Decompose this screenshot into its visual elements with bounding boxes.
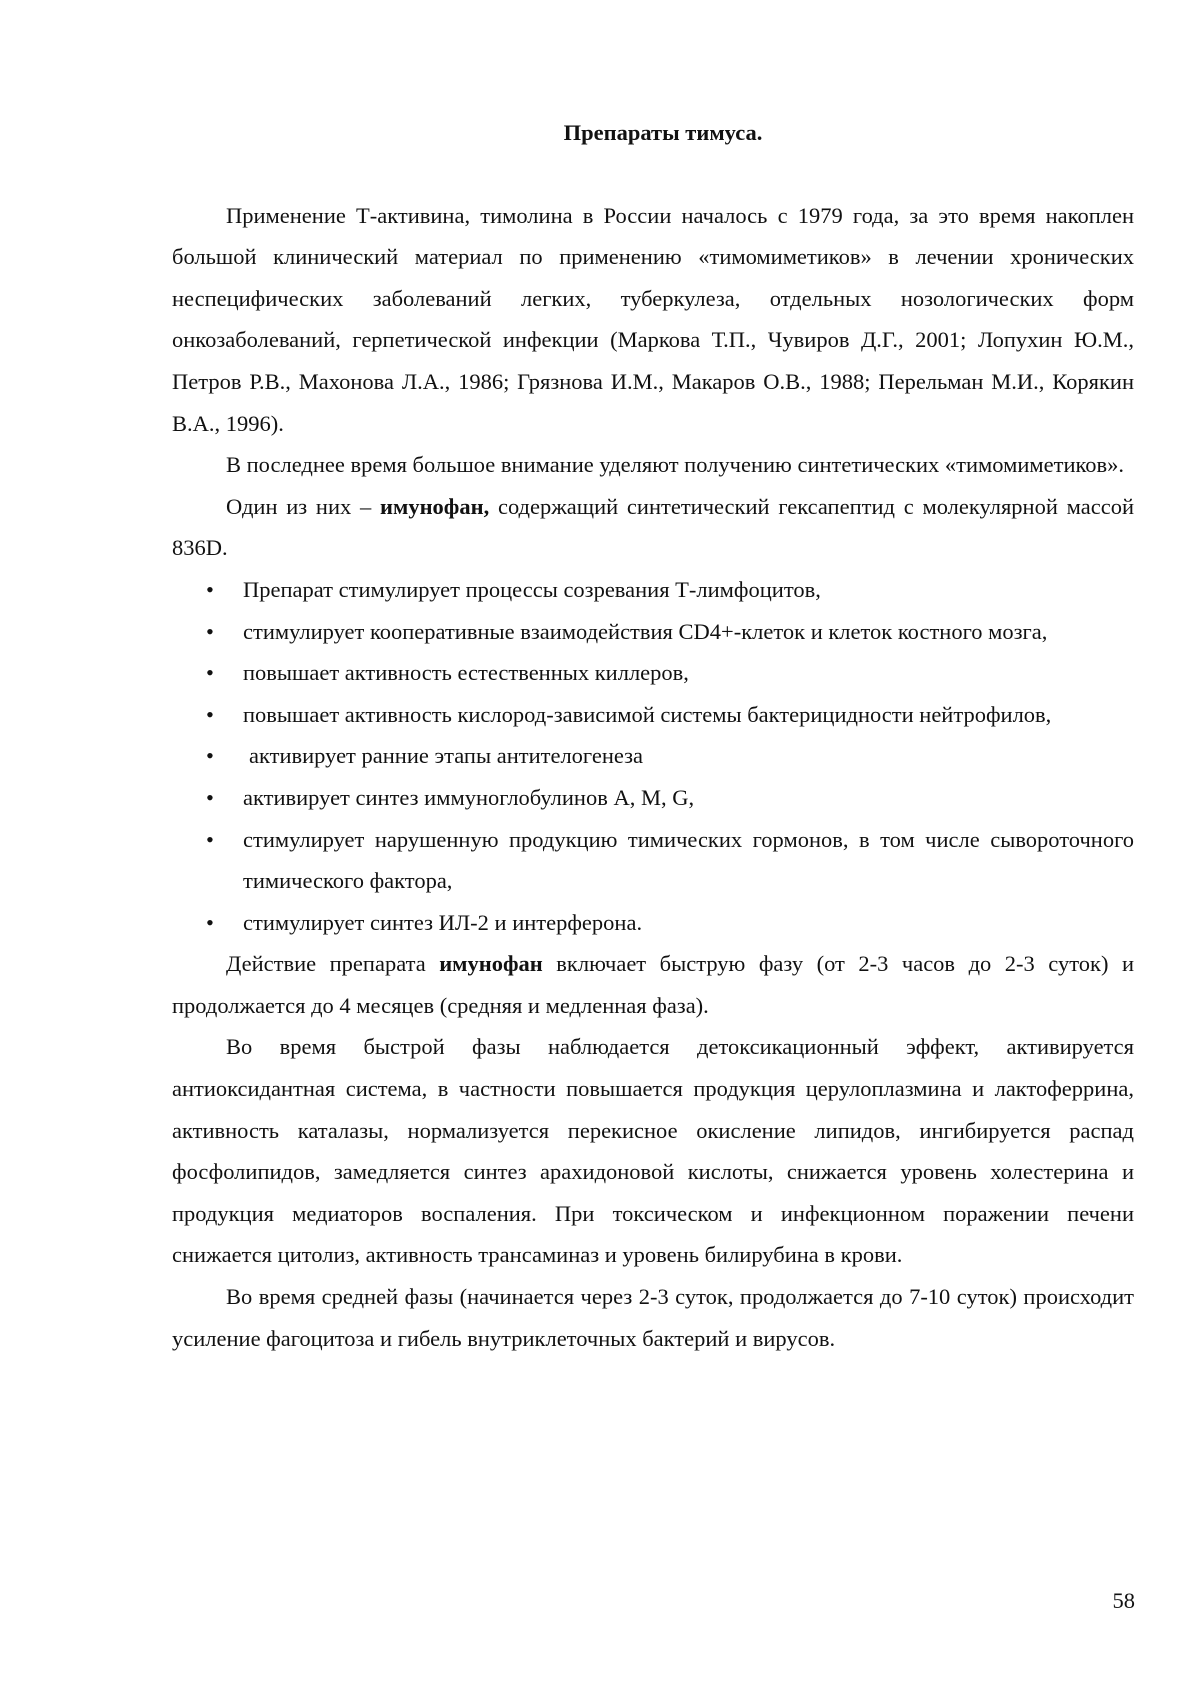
paragraph-imunofan-intro (172, 486, 1134, 569)
bullet-icon: • (206, 826, 214, 852)
list-item-text: стимулирует нарушенную продукцию тимических гормонов, в том числе сывороточного тимического фактора, (243, 826, 1134, 894)
list-item-text: активирует ранние этапы антителогенеза (249, 743, 644, 769)
bullet-icon: • (206, 660, 214, 686)
list-item (172, 902, 1134, 944)
list-item (172, 735, 1134, 777)
list-item (172, 611, 1134, 653)
list-item-text: Препарат стимулирует процессы созревания Т-лимфоцитов, (243, 576, 821, 602)
page-number: 58 (1112, 1588, 1135, 1613)
paragraph-synthetic: В последнее время большое внимание уделяют получению синтетических «тимомиметиков». (226, 452, 1125, 478)
list-item (172, 694, 1134, 736)
list-item-text: активирует синтез иммуноглобулинов А, М, G, (243, 784, 695, 810)
drug-name-bold: имунофан (439, 951, 543, 977)
page-content (172, 112, 1134, 1359)
effects-list (172, 569, 1134, 943)
list-item-text: стимулирует синтез ИЛ-2 и интерферона. (243, 909, 643, 935)
bullet-icon: • (206, 784, 214, 810)
list-item-text: повышает активность кислород-зависимой системы бактерицидности нейтрофилов, (243, 701, 1052, 727)
section-heading: Препараты тимуса. (563, 120, 763, 145)
paragraph-action-phases (172, 943, 1134, 1026)
list-item-text: стимулирует кооперативные взаимодействия CD4+-клеток и клеток костного мозга, (243, 618, 1048, 644)
paragraph-intro: Применение Т-активина, тимолина в России началось с 1979 года, за это время накоплен большой клинический материал по применению «тимомиметиков» в лечении хронических неспецифических заболеваний легких, туберкулеза, отдельных нозологических форм онкозаболеваний, герпетической инфекции (Маркова Т.П., Чувиров Д.Г., 2001; Лопухин Ю.М., Петров Р.В., Махонова Л.А., 1986; Грязнова И.М., Макаров О.В., 1988; Перельман М.И., Корякин В.А., 1996). (172, 202, 1134, 436)
bullet-icon: • (206, 909, 214, 935)
paragraph-middle-phase: Во время средней фазы (начинается через 2-3 суток, продолжается до 7-10 суток) происходит усиление фагоцитоза и гибель внутриклеточных бактерий и вирусов. (172, 1284, 1134, 1351)
bullet-icon: • (206, 701, 214, 727)
list-item (172, 569, 1134, 611)
drug-name-bold: имунофан, (380, 493, 490, 519)
list-item-text: повышает активность естественных киллеров, (243, 660, 689, 686)
bullet-icon: • (206, 743, 214, 769)
paragraph-text: Один из них – (226, 493, 381, 519)
paragraph-text: содержащий синтетический гексапептид с молекулярной массой 836D. (172, 493, 1134, 561)
paragraph-text: включает быструю фазу (от 2-3 часов до 2-3 суток) и продолжается до 4 месяцев (средняя и медленная фаза). (172, 951, 1134, 1018)
list-item (172, 777, 1134, 819)
list-item (172, 652, 1134, 694)
list-item (172, 819, 1134, 902)
bullet-icon: • (206, 576, 214, 602)
paragraph-text: Действие препарата (226, 951, 440, 977)
bullet-icon: • (206, 618, 214, 644)
paragraph-fast-phase: Во время быстрой фазы наблюдается детоксикационный эффект, активируется антиоксидантная система, в частности повышается продукция церулоплазмина и лактоферрина, активность каталазы, нормализуется перекисное окисление липидов, ингибируется распад фосфолипидов, замедляется синтез арахидоновой кислоты, снижается уровень холестерина и продукция медиаторов воспаления. При токсическом и инфекционном поражении печени снижается цитолиз, активность трансаминаз и уровень билирубина в крови. (172, 1034, 1134, 1268)
